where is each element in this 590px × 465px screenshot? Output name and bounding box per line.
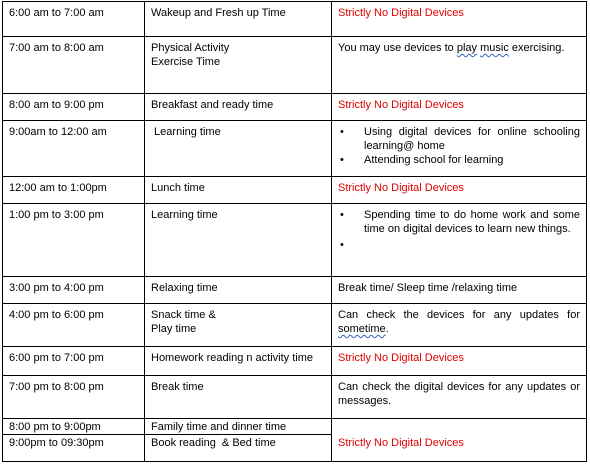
note-cell [332,121,587,177]
activity-label: Learning time [151,209,218,221]
activity-cell [145,37,332,94]
time-label: 9:00am to 12:00 am [9,126,107,138]
activity-cell [145,304,332,347]
activity-cell [145,177,332,204]
time-cell [3,376,145,419]
activity-cell [145,419,332,435]
activity-label: Break time [151,381,204,393]
time-cell [3,435,145,462]
time-cell [3,419,145,435]
list-item [340,125,580,153]
activity-label: Snack time & [151,309,216,321]
time-label: 8:00 pm to 9:00pm [9,421,101,433]
activity-label: Family time and dinner time [151,421,287,433]
time-cell [3,304,145,347]
table-row [3,177,587,204]
activity-cell [145,376,332,419]
activity-label: Play time [151,323,197,335]
activity-cell [145,204,332,277]
bullet-icon: • [340,209,344,221]
table-row [3,2,587,37]
time-label: 3:00 pm to 4:00 pm [9,282,104,294]
device-rule: Strictly No Digital Devices [338,182,464,194]
table-row [3,121,587,177]
note-cell [332,277,587,304]
table-row [3,204,587,277]
time-cell [3,37,145,94]
activity-label: Physical Activity [151,42,230,54]
daily-schedule-table [2,1,587,462]
note-cell [332,419,587,462]
activity-cell [145,435,332,462]
spellcheck-word: play [456,42,478,54]
spellcheck-word: music [480,42,509,54]
note-cell [332,347,587,376]
table-row [3,94,587,121]
table-row [3,304,587,347]
time-cell [3,2,145,37]
time-cell [3,277,145,304]
activity-label: Relaxing time [151,282,218,294]
table-row [3,277,587,304]
bullet-list [338,208,580,252]
activity-cell [145,347,332,376]
activity-label: Wakeup and Fresh up Time [151,7,286,19]
time-label: 6:00 pm to 7:00 pm [9,352,104,364]
time-cell [3,204,145,277]
bullet-list [338,125,580,167]
bullet-icon: • [340,154,344,166]
device-rule: Can check the digital devices for any updates or messages. [338,381,580,407]
time-label: 8:00 am to 9:00 pm [9,99,104,111]
time-label: 9:00pm to 09:30pm [9,437,104,449]
device-rule-end: . [385,323,389,335]
activity-label: Learning time [151,126,221,138]
device-rule: Can check the devices for any updates for [338,309,580,321]
list-item [340,208,580,236]
device-rule: You may use devices to [338,42,457,54]
note-cell [332,2,587,37]
note-cell [332,94,587,121]
activity-label: Book reading & Bed time [151,437,276,449]
time-label: 12:00 am to 1:00pm [9,182,107,194]
time-cell [3,94,145,121]
device-rule: Strictly No Digital Devices [338,352,464,364]
list-item [340,238,580,252]
table-row [3,376,587,419]
note-cell [332,37,587,94]
list-item-text: Using digital devices for online schooling learning@ home [364,126,580,152]
activity-cell [145,121,332,177]
activity-cell [145,2,332,37]
note-cell [332,376,587,419]
time-cell [3,347,145,376]
time-cell [3,177,145,204]
spellcheck-word: sometime [338,323,386,335]
time-label: 4:00 pm to 6:00 pm [9,309,104,321]
time-label: 7:00 am to 8:00 am [9,42,104,54]
time-label: 1:00 pm to 3:00 pm [9,209,104,221]
device-rule: Strictly No Digital Devices [338,437,464,449]
activity-label: Exercise Time [151,56,221,68]
list-item [340,153,580,167]
time-label: 6:00 am to 7:00 am [9,7,104,19]
note-cell [332,304,587,347]
device-rule: Strictly No Digital Devices [338,99,464,111]
list-item-text: Attending school for learning [364,154,504,166]
time-cell [3,121,145,177]
table-row [3,419,587,435]
activity-cell [145,94,332,121]
note-cell [332,204,587,277]
device-rule-end: exercising. [508,42,565,54]
bullet-icon: • [340,126,344,138]
note-cell [332,177,587,204]
device-rule: Strictly No Digital Devices [338,7,464,19]
table-row [3,347,587,376]
time-label: 7:00 pm to 8:00 pm [9,381,104,393]
bullet-icon: • [340,239,344,251]
activity-label: Breakfast and ready time [151,99,274,111]
device-rule: Break time/ Sleep time /relaxing time [338,282,518,294]
list-item-text: Spending time to do home work and some time on digital devices to learn new things. [364,209,580,235]
table-row [3,37,587,94]
activity-cell [145,277,332,304]
activity-label: Homework reading n activity time [151,352,314,364]
activity-label: Lunch time [151,182,205,194]
